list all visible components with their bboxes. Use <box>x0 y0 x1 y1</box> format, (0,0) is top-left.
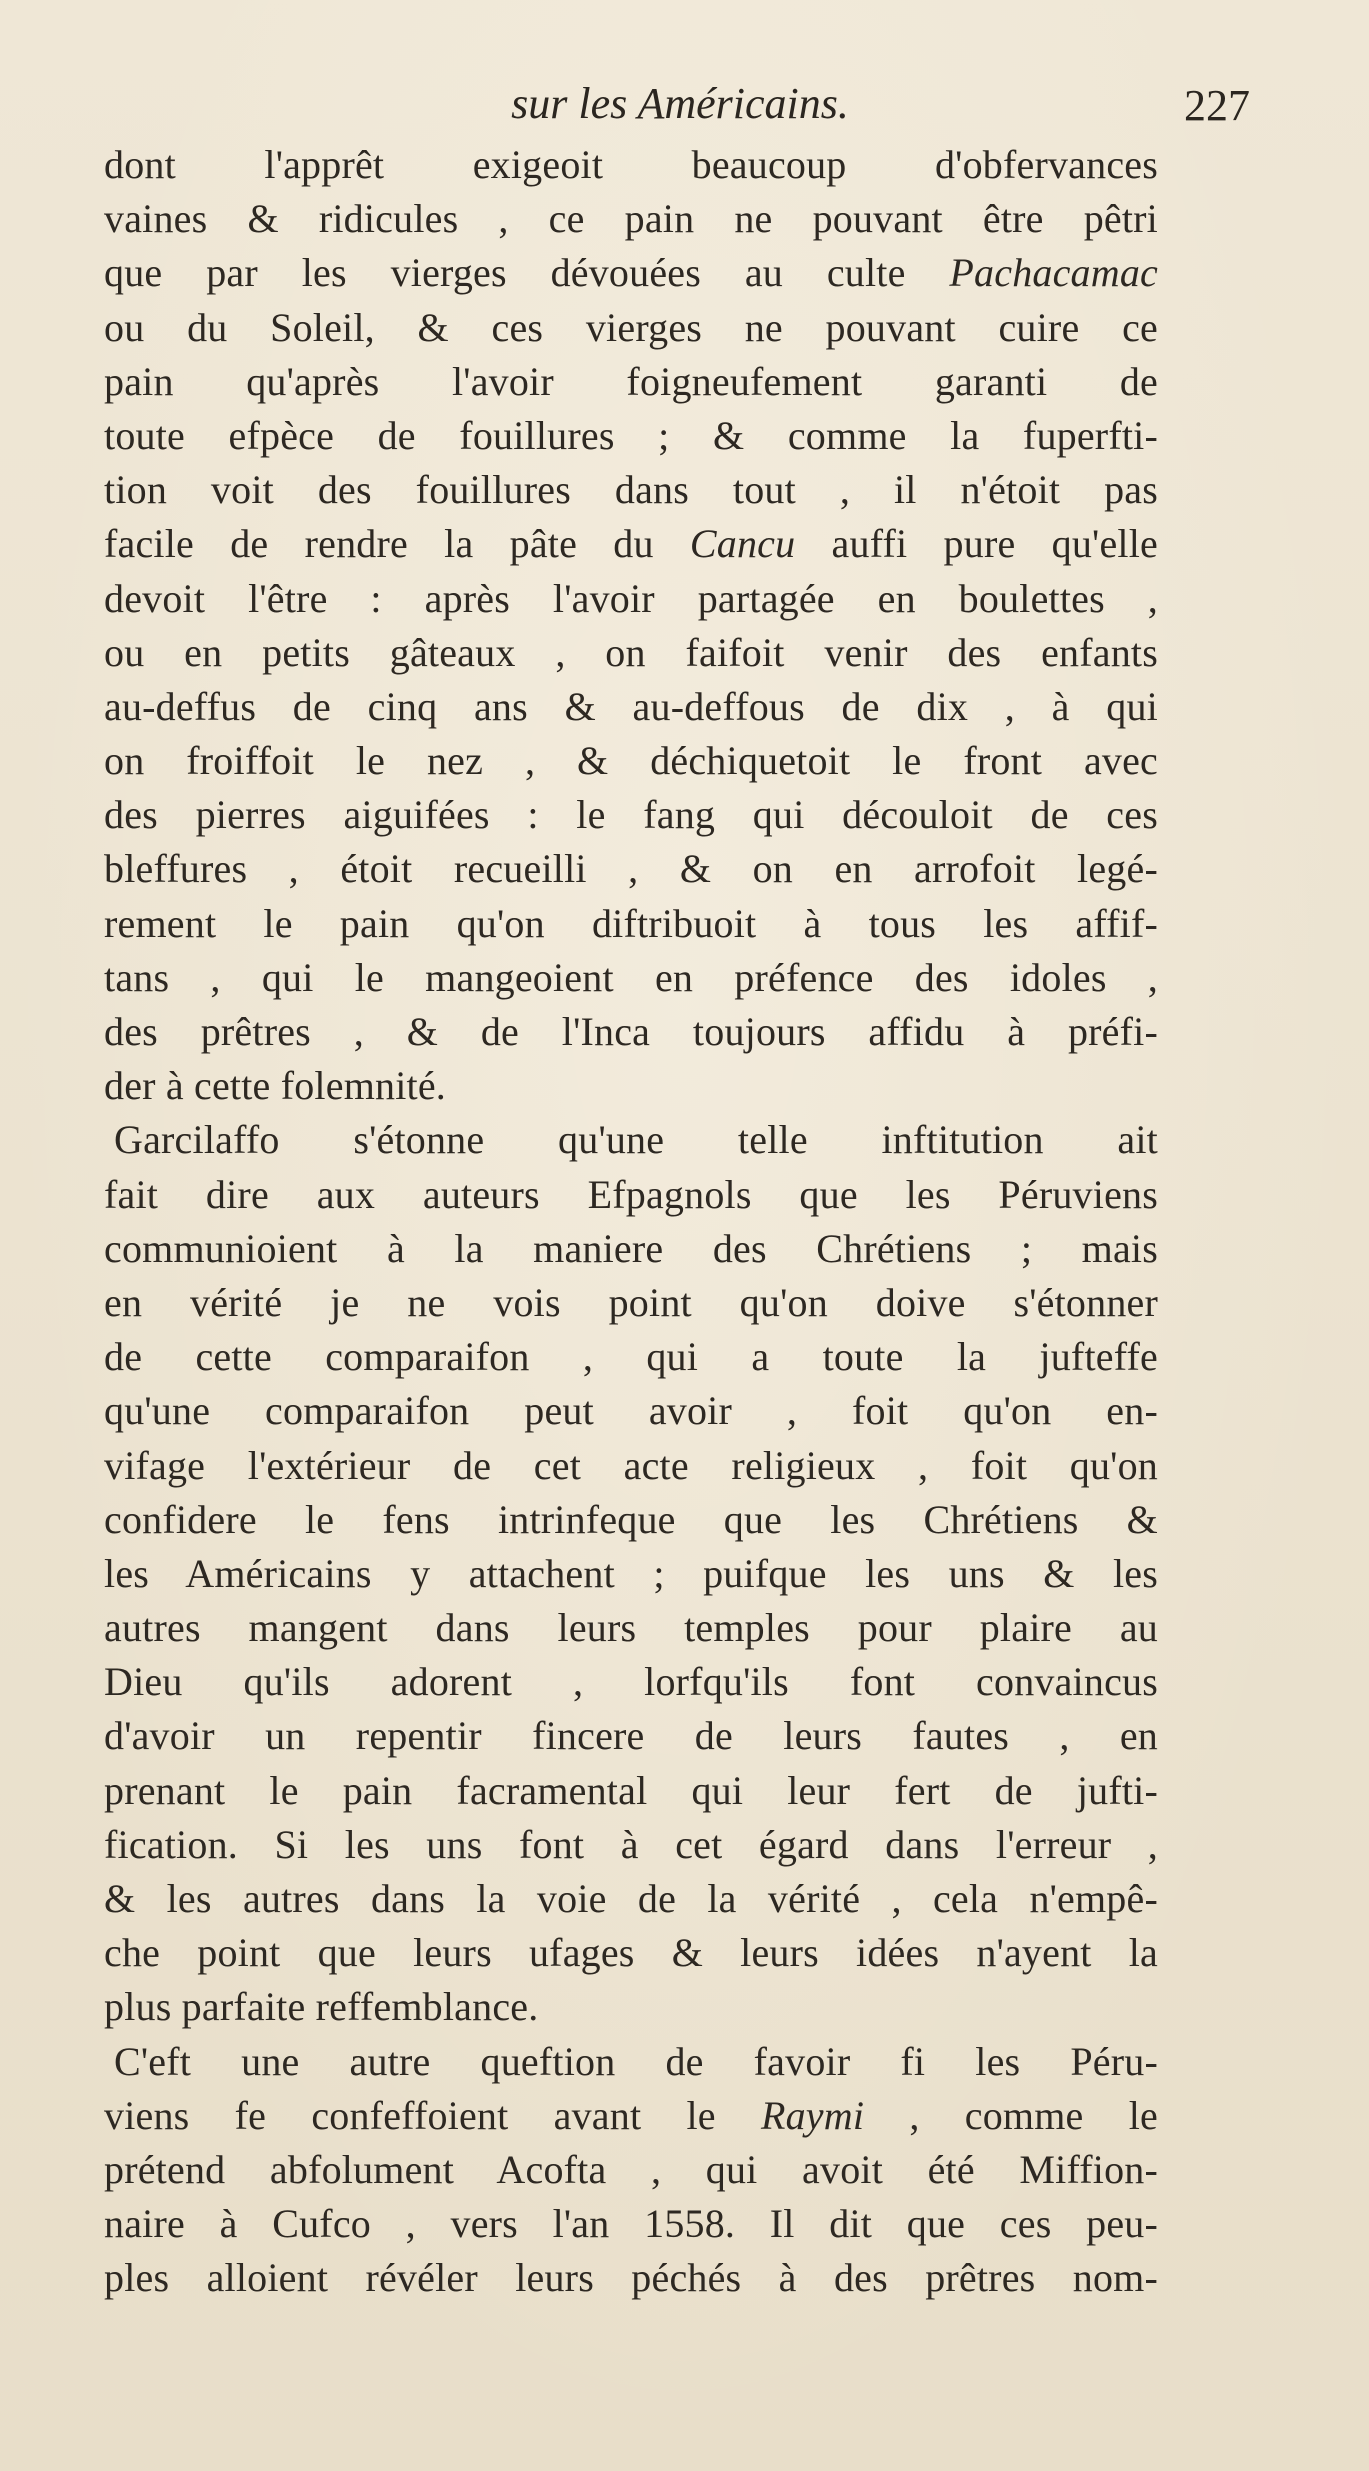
line-text: que par les vierges dévouées au culte <box>104 250 950 296</box>
text-line <box>104 2251 1158 2305</box>
line-text: prenant le pain facramental qui leur fert de jufti- <box>104 1767 1158 1813</box>
text-line <box>104 1709 1158 1763</box>
text-line <box>104 1059 1158 1113</box>
text-line <box>104 1872 1158 1926</box>
line-italic-text: Pachacamac <box>949 250 1158 296</box>
text-line <box>104 1113 1158 1167</box>
text-line <box>104 951 1158 1005</box>
line-text: communioient à la maniere des Chrétiens ; mais <box>104 1225 1158 1271</box>
line-text: vaines & ridicules , ce pain ne pouvant être pêtri <box>104 196 1158 242</box>
line-text: ples alloient révéler leurs péchés à des prêtres nom- <box>104 2255 1158 2301</box>
text-line <box>104 1764 1158 1818</box>
text-line <box>104 1818 1158 1872</box>
line-italic-text: Cancu <box>689 521 796 567</box>
line-text: des prêtres , & de l'Inca toujours affidu à préfi- <box>104 1009 1158 1054</box>
page-number: 227 <box>1184 81 1250 130</box>
line-text: der à cette folemnité. <box>104 1063 446 1109</box>
text-line <box>104 1330 1158 1384</box>
page-header <box>110 78 1250 138</box>
text-line <box>104 788 1158 842</box>
line-text: dont l'apprêt exigeoit beaucoup d'obfervances <box>104 142 1158 187</box>
text-line <box>104 1980 1158 2034</box>
text-line <box>104 572 1158 626</box>
line-text: che point que leurs ufages & leurs idées n'ayent la <box>104 1930 1158 1976</box>
text-line <box>104 897 1158 951</box>
line-text: prétend abfolument Acofta , qui avoit été Miffion- <box>104 2146 1158 2192</box>
line-text: confidere le fens intrinfeque que les Chrétiens & <box>104 1496 1158 1542</box>
line-text: Garcilaffo s'étonne qu'une telle inftitution ait <box>114 1117 1158 1163</box>
line-text: bleffures , étoit recueilli , & on en arrofoit legé- <box>104 846 1158 892</box>
line-text: d'avoir un repentir fincere de leurs fautes , en <box>104 1713 1158 1759</box>
line-text: rement le pain qu'on diftribuoit à tous les affif- <box>104 900 1158 946</box>
text-line <box>104 842 1158 896</box>
text-line <box>104 355 1158 409</box>
line-text: vifage l'extérieur de cet acte religieux , foit qu'on <box>104 1442 1158 1488</box>
line-text: & les autres dans la voie de la vérité , cela n'empê- <box>104 1876 1158 1921</box>
line-text: ou en petits gâteaux , on faifoit venir des enfants <box>104 629 1158 675</box>
text-line <box>104 1601 1158 1655</box>
text-line <box>104 2035 1158 2089</box>
text-line <box>104 2143 1158 2197</box>
text-line <box>104 1384 1158 1438</box>
line-text-after: auffi pure qu'elle <box>795 521 1158 567</box>
text-line <box>104 1168 1158 1222</box>
line-text: viens fe confeffoient avant le <box>104 2092 761 2138</box>
line-text: Dieu qu'ils adorent , lorfqu'ils font convaincus <box>104 1659 1158 1705</box>
text-line <box>104 1276 1158 1330</box>
line-text: plus parfaite reffemblance. <box>104 1984 539 2030</box>
line-text: autres mangent dans leurs temples pour plaire au <box>104 1605 1158 1651</box>
line-text: facile de rendre la pâte du <box>104 521 690 567</box>
line-text: fication. Si les uns font à cet égard dans l'erreur , <box>104 1821 1158 1867</box>
line-text: on froiffoit le nez , & déchiquetoit le front avec <box>104 738 1158 784</box>
text-line <box>104 192 1158 246</box>
text-line <box>104 138 1158 192</box>
text-line <box>104 246 1158 300</box>
line-text: au-deffus de cinq ans & au-deffous de dix , à qui <box>104 683 1158 729</box>
line-text: toute efpèce de fouillures ; & comme la fuperfti- <box>104 412 1158 458</box>
text-line <box>104 1547 1158 1601</box>
text-line <box>104 1439 1158 1493</box>
line-text: ou du Soleil, & ces vierges ne pouvant cuire ce <box>104 304 1158 350</box>
line-text: devoit l'être : après l'avoir partagée en boulettes , <box>104 575 1158 621</box>
line-text: fait dire aux auteurs Efpagnols que les Péruviens <box>104 1171 1158 1217</box>
line-text: de cette comparaifon , qui a toute la jufteffe <box>104 1334 1158 1380</box>
text-line <box>104 1222 1158 1276</box>
text-line <box>104 1926 1158 1980</box>
text-line <box>104 680 1158 734</box>
text-line <box>104 734 1158 788</box>
text-line <box>104 1005 1158 1059</box>
text-line <box>104 301 1158 355</box>
text-line <box>104 517 1158 571</box>
text-line <box>104 1493 1158 1547</box>
line-text: en vérité je ne vois point qu'on doive s'étonner <box>104 1279 1158 1325</box>
running-title: sur les Américains. <box>511 79 849 128</box>
text-line <box>104 463 1158 517</box>
text-line <box>104 2197 1158 2251</box>
line-text: C'eft une autre queftion de favoir fi les Péru- <box>114 2038 1158 2084</box>
line-text-after: , comme le <box>864 2092 1158 2138</box>
line-text: naire à Cufco , vers l'an 1558. Il dit que ces peu- <box>104 2201 1158 2247</box>
line-text: qu'une comparaifon peut avoir , foit qu'on en- <box>104 1388 1158 1434</box>
line-text: tion voit des fouillures dans tout , il n'étoit pas <box>104 467 1158 513</box>
line-text: des pierres aiguifées : le fang qui découloit de ces <box>104 792 1158 838</box>
line-text: les Américains y attachent ; puifque les uns & les <box>104 1550 1158 1596</box>
text-line <box>104 409 1158 463</box>
body-text <box>104 138 1158 2306</box>
line-text: tans , qui le mangeoient en préfence des idoles , <box>104 954 1158 1000</box>
text-line <box>104 1655 1158 1709</box>
line-italic-text: Raymi <box>760 2092 865 2138</box>
text-line <box>104 626 1158 680</box>
line-text: pain qu'après l'avoir foigneufement garanti de <box>104 358 1158 404</box>
text-line <box>104 2089 1158 2143</box>
